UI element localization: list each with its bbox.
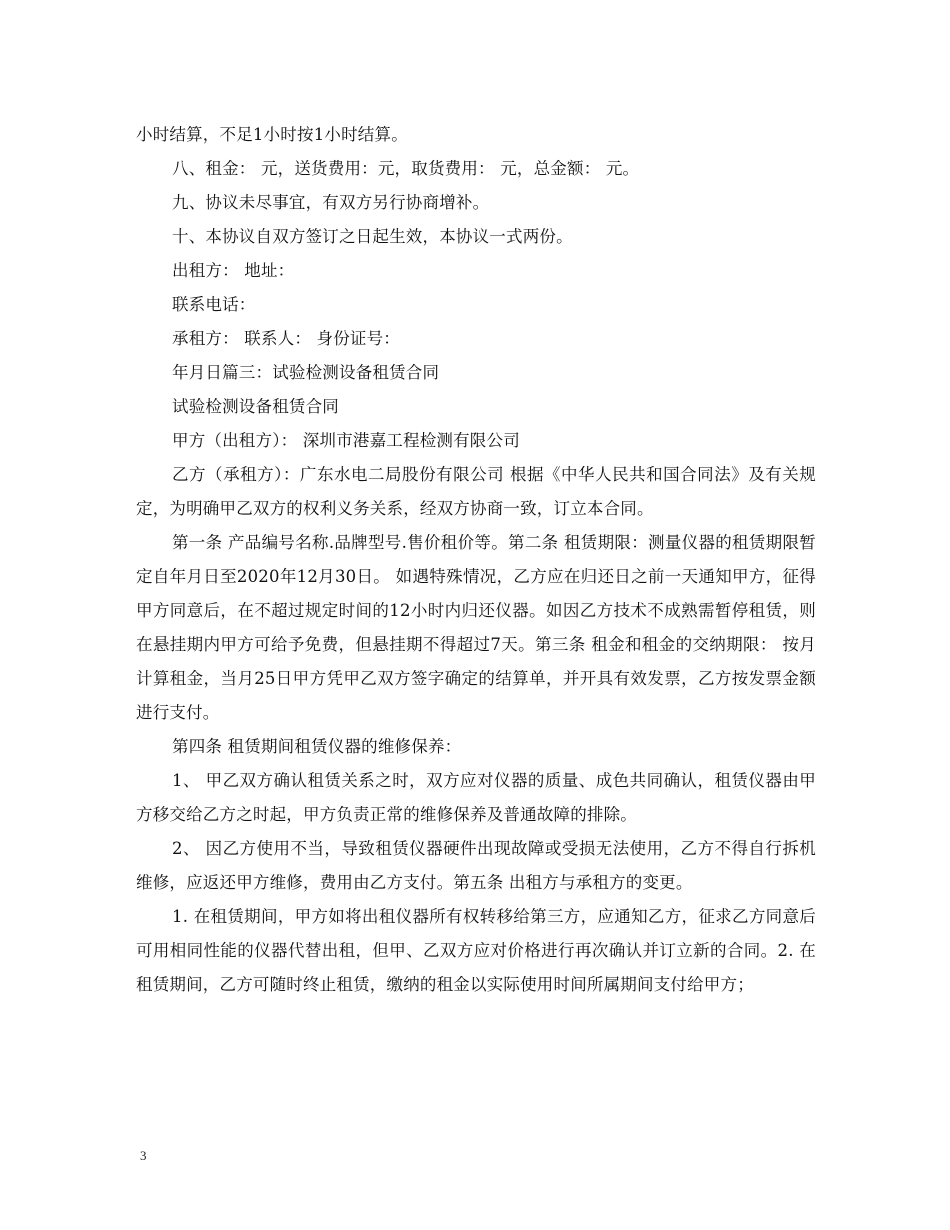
paragraph: 乙方（承租方）：广东水电二局股份有限公司 根据《中华人民共和国合同法》及有关规定，为明确甲乙双方的权利义务关系，经双方协商一致，订立本合同。 <box>136 465 816 518</box>
paragraph: 年月日篇三：试验检测设备租赁合同 <box>172 363 440 382</box>
paragraph: 十、本协议自双方签订之日起生效，本协议一式两份。 <box>172 227 573 246</box>
paragraph: 九、协议未尽事宜，有双方另行协商增补。 <box>172 193 490 212</box>
paragraph: 1. 在租赁期间，甲方如将出租仪器所有权转移给第三方，应通知乙方，征求乙方同意后可用相同性能的仪器代替出租，但甲、乙双方应对价格进行再次确认并订立新的合同。2. 在租赁期间，乙方可随时终止租赁，缴纳的租金以实际使用时间所属期间支付给甲方； <box>136 907 816 994</box>
paragraph: 第一条 产品编号名称.品牌型号.售价租价等。第二条 租赁期限：测量仪器的租赁期限暂定自年月日至2020年12月30日。 如遇特殊情况，乙方应在归还日之前一天通知甲方，征得甲方同意后，在不超过规定时间的12小时内归还仪器。如因乙方技术不成熟需暂停租赁，则在悬挂期内甲方可给予免费，但悬挂期不得超过7天。第三条 租金和租金的交纳期限： 按月计算租金，当月25日甲方凭甲乙双方签字确定的结算单，并开具有效发票，乙方按发票金额进行支付。 <box>136 533 816 722</box>
paragraph: 承租方： 联系人： 身份证号： <box>172 329 400 348</box>
paragraph: 小时结算，不足1小时按1小时结算。 <box>136 125 408 144</box>
paragraph: 甲方（出租方）： 深圳市港嘉工程检测有限公司 <box>172 431 520 450</box>
page-number: 3 <box>140 1148 147 1163</box>
paragraph: 试验检测设备租赁合同 <box>172 397 339 416</box>
paragraph: 联系电话： <box>172 295 256 314</box>
paragraph: 第四条 租赁期间租赁仪器的维修保养： <box>172 737 462 756</box>
paragraph: 出租方： 地址： <box>172 261 295 280</box>
paragraph: 2、 因乙方使用不当，导致租赁仪器硬件出现故障或受损无法使用，乙方不得自行拆机维修，应返还甲方维修，费用由乙方支付。第五条 出租方与承租方的变更。 <box>136 839 816 892</box>
document-body <box>136 118 816 1002</box>
paragraph: 八、租金： 元，送货费用：元，取货费用： 元，总金额： 元。 <box>172 159 640 178</box>
paragraph: 1、 甲乙双方确认租赁关系之时，双方应对仪器的质量、成色共同确认，租赁仪器由甲方移交给乙方之时起，甲方负责正常的维修保养及普通故障的排除。 <box>136 771 816 824</box>
